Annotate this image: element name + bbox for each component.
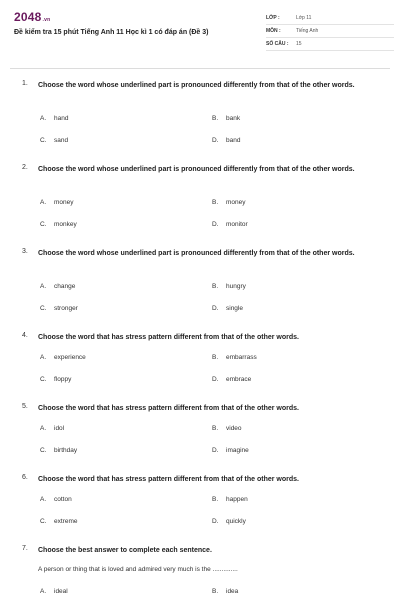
question-number: 7. bbox=[22, 545, 28, 552]
page-title: Đề kiểm tra 15 phút Tiếng Anh 11 Học kì 1 có đáp án (Đề 3) bbox=[14, 29, 209, 36]
header bbox=[14, 0, 386, 68]
question-number: 1. bbox=[22, 80, 28, 87]
question-number: 2. bbox=[22, 164, 28, 171]
option-b[interactable]: B. hungry bbox=[212, 283, 246, 290]
option-c[interactable]: C. extreme bbox=[40, 518, 78, 525]
option-d[interactable]: D. embrace bbox=[212, 376, 252, 383]
option-a[interactable]: A. experience bbox=[40, 354, 86, 361]
header-divider bbox=[10, 68, 390, 69]
question-text: Choose the word whose underlined part is pronounced differently from that of the other words. bbox=[38, 82, 355, 89]
option-a[interactable]: A. idol bbox=[40, 425, 65, 432]
option-d[interactable]: D. quickly bbox=[212, 518, 246, 525]
meta-row-count bbox=[266, 38, 394, 51]
question-number: 6. bbox=[22, 474, 28, 481]
option-a[interactable]: A. change bbox=[40, 283, 76, 290]
question-text: Choose the word that has stress pattern different from that of the other words. bbox=[38, 334, 299, 341]
option-a[interactable]: A. ideal bbox=[40, 588, 68, 595]
option-c[interactable]: C. stronger bbox=[40, 305, 78, 312]
question-text: Choose the best answer to complete each sentence. bbox=[38, 547, 212, 554]
option-b[interactable]: B. happen bbox=[212, 496, 248, 503]
question-number: 5. bbox=[22, 403, 28, 410]
option-b[interactable]: B. idea bbox=[212, 588, 239, 595]
option-c[interactable]: C. floppy bbox=[40, 376, 72, 383]
question-number: 4. bbox=[22, 332, 28, 339]
question-text: Choose the word that has stress pattern different from that of the other words. bbox=[38, 476, 299, 483]
option-c[interactable]: C. monkey bbox=[40, 221, 77, 228]
meta-row-subject bbox=[266, 25, 394, 38]
option-c[interactable]: C. sand bbox=[40, 137, 69, 144]
option-a[interactable]: A. cotton bbox=[40, 496, 72, 503]
option-c[interactable]: C. birthday bbox=[40, 447, 78, 454]
question-sentence: A person or thing that is loved and admired very much is the .............. bbox=[38, 566, 238, 573]
meta-label: LỚP : bbox=[266, 15, 280, 21]
option-d[interactable]: D. imagine bbox=[212, 447, 249, 454]
meta-value: Lớp 11 bbox=[296, 15, 312, 21]
meta-label: SỐ CÂU : bbox=[266, 41, 289, 47]
question-text: Choose the word that has stress pattern different from that of the other words. bbox=[38, 405, 299, 412]
option-a[interactable]: A. hand bbox=[40, 115, 69, 122]
meta-value: Tiếng Anh bbox=[296, 28, 319, 34]
option-b[interactable]: B. embarrass bbox=[212, 354, 257, 361]
option-b[interactable]: B. video bbox=[212, 425, 242, 432]
site-logo[interactable]: 2048.vn bbox=[14, 10, 51, 24]
question-text: Choose the word whose underlined part is pronounced differently from that of the other words. bbox=[38, 250, 355, 257]
exam-meta bbox=[266, 12, 394, 51]
option-d[interactable]: D. band bbox=[212, 137, 241, 144]
option-b[interactable]: B. bank bbox=[212, 115, 241, 122]
question-text: Choose the word whose underlined part is pronounced differently from that of the other words. bbox=[38, 166, 355, 173]
option-a[interactable]: A. money bbox=[40, 199, 74, 206]
option-d[interactable]: D. monitor bbox=[212, 221, 248, 228]
option-d[interactable]: D. single bbox=[212, 305, 243, 312]
option-b[interactable]: B. money bbox=[212, 199, 246, 206]
meta-row-class bbox=[266, 12, 394, 25]
meta-value: 15 bbox=[296, 41, 302, 47]
question-number: 3. bbox=[22, 248, 28, 255]
meta-label: MÔN : bbox=[266, 28, 281, 34]
